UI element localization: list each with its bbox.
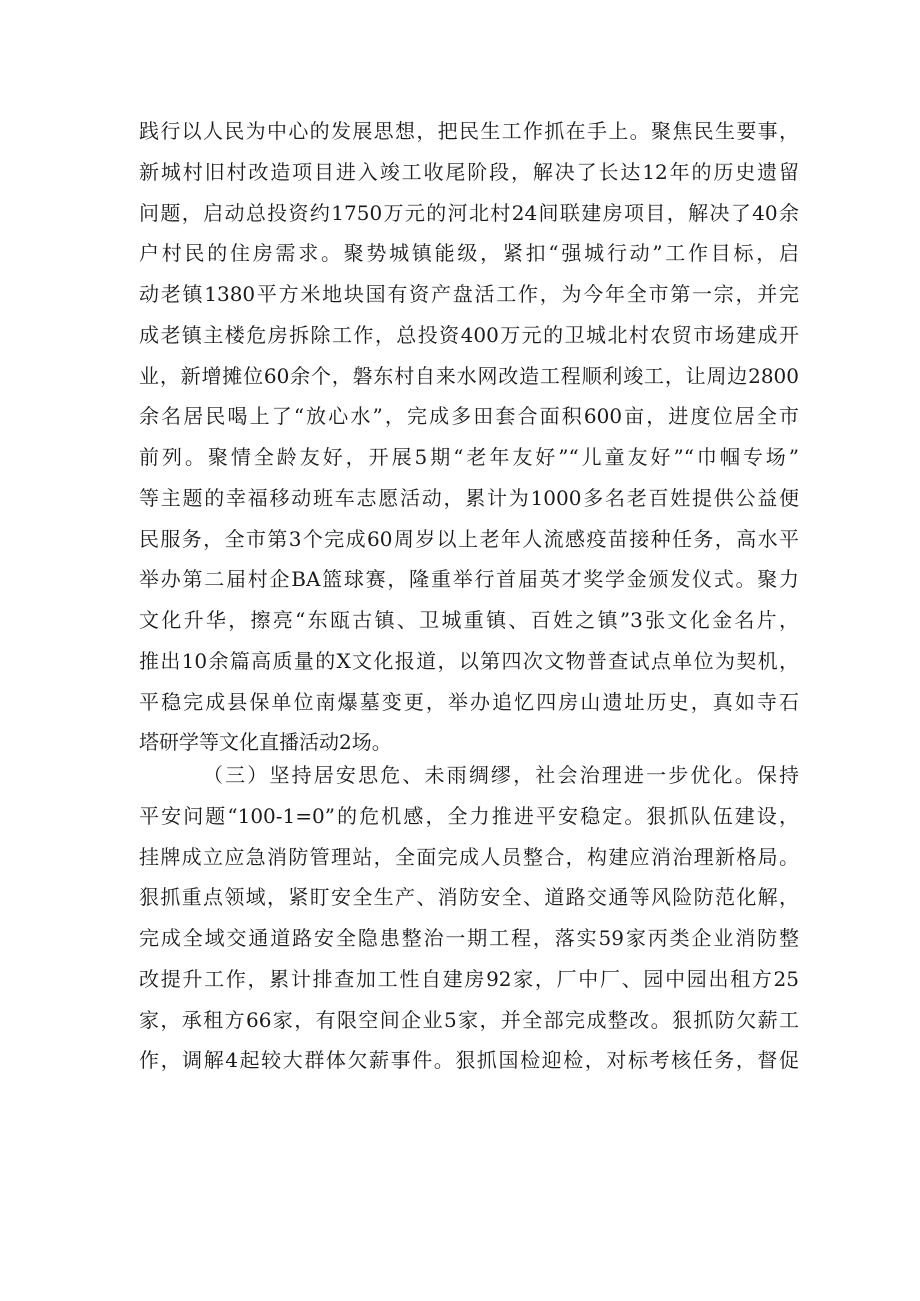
paragraph-social-governance xyxy=(139,755,799,1081)
text-line: 平稳完成县保单位南爆墓变更，举办追忆四房山遗址历史，真如寺石 xyxy=(139,689,799,714)
text-line: 作，调解4起较大群体欠薪事件。狠抓国检迎检，对标考核任务，督促 xyxy=(139,1048,799,1073)
text-line: 举办第二届村企BA篮球赛，隆重举行首届英才奖学金颁发仪式。聚力 xyxy=(139,567,799,592)
text-line: 完成全域交通道路安全隐患整治一期工程，落实59家丙类企业消防整 xyxy=(139,926,799,950)
text-line: 平安问题“100-1=0”的危机感，全力推进平安稳定。狠抓队伍建设， xyxy=(139,803,799,828)
text-line: 业，新增摊位60余个，磐东村自来水网改造工程顺利竣工，让周边2800 xyxy=(139,363,799,388)
text-line: 践行以人民为中心的发展思想，把民生工作抓在手上。聚焦民生要事， xyxy=(139,119,799,143)
text-line: 成老镇主楼危房拆除工作，总投资400万元的卫城北村农贸市场建成开 xyxy=(139,322,799,347)
text-line: 狠抓重点领域，紧盯安全生产、消防安全、道路交通等风险防范化解， xyxy=(139,885,799,910)
text-line: 新城村旧村改造项目进入竣工收尾阶段，解决了长达12年的历史遗留 xyxy=(139,159,799,184)
text-line: 民服务，全市第3个完成60周岁以上老年人流感疫苗接种任务，高水平 xyxy=(139,526,799,551)
text-line: 改提升工作，累计排查加工性自建房92家，厂中厂、园中园出租方25 xyxy=(139,966,799,991)
text-line: 户村民的住房需求。聚势城镇能级，紧扣“强城行动”工作目标，启 xyxy=(139,241,799,266)
text-line: 挂牌成立应急消防管理站，全面完成人员整合，构建应消治理新格局。 xyxy=(139,844,799,869)
text-line: 动老镇1380平方米地块国有资产盘活工作，为今年全市第一宗，并完 xyxy=(139,282,799,306)
text-line: 前列。聚情全龄友好，开展5期“老年友好”“儿童友好”“巾帼专场” xyxy=(139,445,799,469)
text-line: 文化升华，擦亮“东瓯古镇、卫城重镇、百姓之镇”3张文化金名片， xyxy=(139,608,799,632)
text-line: 家，承租方66家，有限空间企业5家，并全部完成整改。狠抓防欠薪工 xyxy=(139,1007,799,1032)
text-line: 问题，启动总投资约1750万元的河北村24间联建房项目，解决了40余 xyxy=(139,200,799,225)
paragraph-livelihood xyxy=(139,111,799,763)
text-line: 等主题的幸福移动班车志愿活动，累计为1000多名老百姓提供公益便 xyxy=(139,485,799,510)
text-line: 塔研学等文化直播活动2场。 xyxy=(139,730,392,755)
section-heading-line: （三）坚持居安思危、未雨绸缪，社会治理进一步优化。保持 xyxy=(203,763,799,787)
text-line: 余名居民喝上了“放心水”，完成多田套合面积600亩，进度位居全市 xyxy=(139,404,799,429)
text-line: 推出10余篇高质量的X文化报道，以第四次文物普查试点单位为契机， xyxy=(139,648,799,673)
